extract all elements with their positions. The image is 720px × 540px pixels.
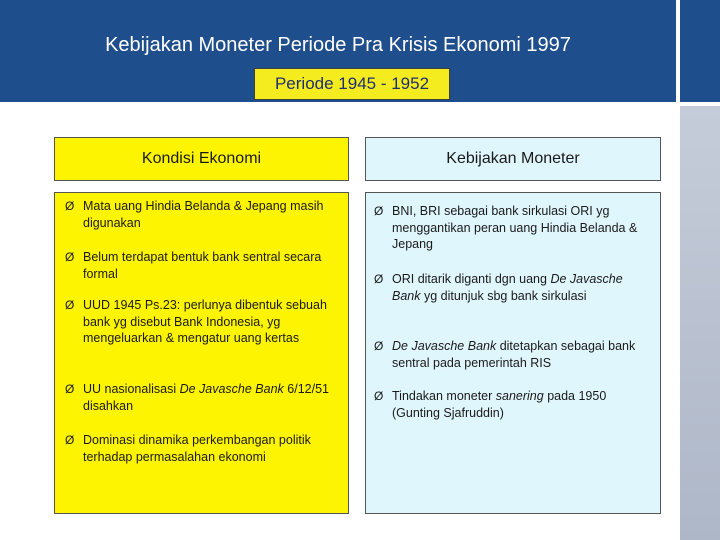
list-item <box>374 338 646 371</box>
list-item <box>65 297 327 347</box>
list-item-text: 6/12/51 disahkan <box>83 382 329 413</box>
left-column-box <box>54 192 349 514</box>
right-column-heading: Kebijakan Moneter <box>365 137 661 181</box>
list-item-text: UU nasionalisasi <box>83 382 180 396</box>
arrow-bullet-icon: Ø <box>374 339 384 353</box>
list-item-text: Dominasi dinamika perkembangan politik terhadap permasalahan ekonomi <box>83 433 311 464</box>
list-item <box>374 271 646 304</box>
list-item <box>65 432 315 465</box>
list-item-text: ditetapkan sebagai bank sentral pada pemerintah RIS <box>392 339 636 370</box>
arrow-bullet-icon: Ø <box>374 204 384 218</box>
list-item-text: BNI, BRI sebagai bank sirkulasi ORI yg menggantikan peran uang Hindia Belanda & Jepang <box>392 204 638 251</box>
list-item-text: pada 1950 (Gunting Sjafruddin) <box>392 389 607 420</box>
list-item-italic: sanering <box>495 389 544 403</box>
list-item-italic: De Javasche Bank <box>392 339 497 353</box>
list-item-text: UUD 1945 Ps.23: perlunya dibentuk sebuah bank yg disebut Bank Indonesia, yg mengeluarkan & mengatur uang kertas <box>83 298 327 345</box>
list-item-text: Belum terdapat bentuk bank sentral secara formal <box>83 250 322 281</box>
arrow-bullet-icon: Ø <box>65 250 75 264</box>
arrow-bullet-icon: Ø <box>374 272 384 286</box>
list-item-italic: De Javasche Bank <box>392 272 623 303</box>
list-item-text: Tindakan moneter <box>392 389 496 403</box>
right-column-box <box>365 192 661 514</box>
list-item <box>374 388 646 421</box>
decorative-side-bar <box>680 0 720 540</box>
list-item <box>65 198 345 231</box>
arrow-bullet-icon: Ø <box>65 298 75 312</box>
period-label: Periode 1945 - 1952 <box>254 68 450 100</box>
list-item-italic: De Javasche Bank <box>179 382 284 396</box>
list-item-text: yg ditunjuk sbg bank sirkulasi <box>420 288 587 303</box>
side-bar-lower <box>680 106 720 540</box>
arrow-bullet-icon: Ø <box>65 433 75 447</box>
arrow-bullet-icon: Ø <box>65 382 75 396</box>
arrow-bullet-icon: Ø <box>374 389 384 403</box>
arrow-bullet-icon: Ø <box>65 199 75 213</box>
list-item-text: ORI ditarik diganti dgn uang <box>392 272 551 286</box>
list-item <box>374 203 646 253</box>
slide-title: Kebijakan Moneter Periode Pra Krisis Ekonomi 1997 <box>105 34 571 56</box>
side-bar-top <box>680 0 720 102</box>
list-item-text: Mata uang Hindia Belanda & Jepang masih digunakan <box>83 199 324 230</box>
list-item <box>65 381 335 414</box>
left-column-heading: Kondisi Ekonomi <box>54 137 349 181</box>
list-item <box>65 249 335 282</box>
